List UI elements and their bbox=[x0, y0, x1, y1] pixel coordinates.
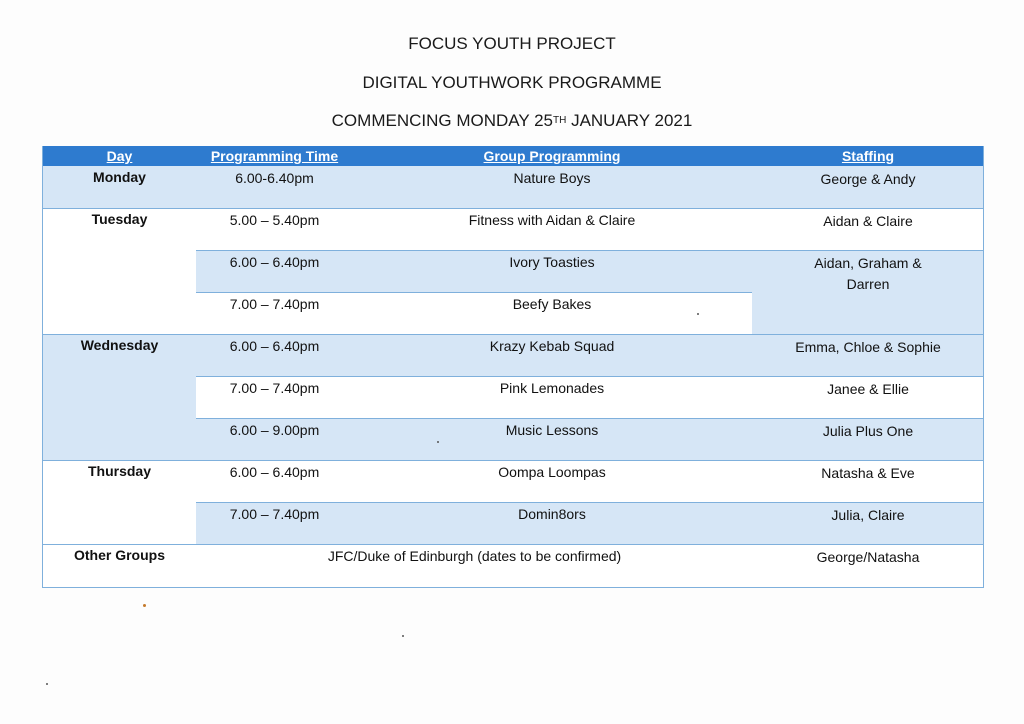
cell-group: Pink Lemonades bbox=[499, 380, 605, 396]
cell-time: 6.00 – 6.40pm bbox=[229, 464, 320, 480]
cell-day-tuesday: Tuesday bbox=[91, 211, 148, 227]
row-divider bbox=[42, 544, 984, 545]
column-header-group: Group Programming bbox=[483, 148, 621, 164]
scan-speck bbox=[46, 683, 48, 685]
title-programme: DIGITAL YOUTHWORK PROGRAMME bbox=[362, 73, 662, 92]
scan-speck bbox=[697, 313, 699, 315]
title-commencing bbox=[0, 111, 1024, 131]
cell-staff: George/Natasha bbox=[816, 549, 920, 565]
cell-group: Krazy Kebab Squad bbox=[489, 338, 615, 354]
scan-speck bbox=[437, 441, 439, 443]
column-header-time: Programming Time bbox=[210, 148, 339, 164]
cell-day-wednesday: Wednesday bbox=[80, 337, 159, 353]
cell-staff: Aidan & Claire bbox=[823, 213, 913, 229]
row-divider bbox=[196, 292, 752, 293]
cell-staff: George & Andy bbox=[820, 171, 916, 187]
cell-time: 6.00 – 6.40pm bbox=[229, 338, 320, 354]
cell-day-thursday: Thursday bbox=[87, 463, 151, 479]
cell-group: Ivory Toasties bbox=[509, 254, 595, 270]
cell-time: 7.00 – 7.40pm bbox=[229, 296, 320, 312]
title-project: FOCUS YOUTH PROJECT bbox=[408, 34, 616, 53]
cell-time: 5.00 – 5.40pm bbox=[229, 212, 320, 228]
cell-group: JFC/Duke of Edinburgh (dates to be confirmed) bbox=[327, 548, 622, 564]
cell-group: Beefy Bakes bbox=[512, 296, 592, 312]
cell-time: 6.00-6.40pm bbox=[235, 170, 314, 186]
row-divider bbox=[42, 460, 984, 461]
title-commencing-sup: TH bbox=[553, 115, 567, 126]
row-divider bbox=[196, 502, 984, 503]
row-divider bbox=[42, 208, 984, 209]
column-header-staffing: Staffing bbox=[841, 148, 895, 164]
cell-staff: Julia, Claire bbox=[831, 507, 905, 523]
cell-day-monday: Monday bbox=[93, 169, 146, 185]
cell-group: Oompa Loompas bbox=[498, 464, 606, 480]
row-divider bbox=[196, 250, 984, 251]
cell-staff: Janee & Ellie bbox=[827, 381, 909, 397]
cell-group: Fitness with Aidan & Claire bbox=[468, 212, 636, 228]
row-divider bbox=[196, 418, 984, 419]
cell-staff: Darren bbox=[846, 276, 890, 292]
cell-group: Domin8ors bbox=[518, 506, 586, 522]
table-bottom-border bbox=[42, 587, 984, 588]
cell-staff: Aidan, Graham & bbox=[814, 255, 922, 271]
cell-staff: Natasha & Eve bbox=[821, 465, 915, 481]
cell-time: 6.00 – 9.00pm bbox=[229, 422, 320, 438]
column-header-day: Day bbox=[106, 148, 133, 164]
row-divider bbox=[196, 376, 984, 377]
cell-time: 7.00 – 7.40pm bbox=[229, 380, 320, 396]
cell-time: 6.00 – 6.40pm bbox=[229, 254, 320, 270]
cell-staff: Emma, Chloe & Sophie bbox=[795, 339, 941, 355]
cell-time: 7.00 – 7.40pm bbox=[229, 506, 320, 522]
cell-group: Music Lessons bbox=[505, 422, 599, 438]
title-commencing-prefix: COMMENCING MONDAY 25 bbox=[331, 111, 553, 130]
scan-speck bbox=[143, 604, 146, 607]
cell-group: Nature Boys bbox=[513, 170, 591, 186]
cell-day-other: Other Groups bbox=[73, 547, 165, 563]
scan-speck bbox=[402, 635, 404, 637]
row-divider bbox=[42, 334, 984, 335]
cell-staff: Julia Plus One bbox=[822, 423, 914, 439]
title-commencing-suffix: JANUARY 2021 bbox=[566, 111, 693, 130]
